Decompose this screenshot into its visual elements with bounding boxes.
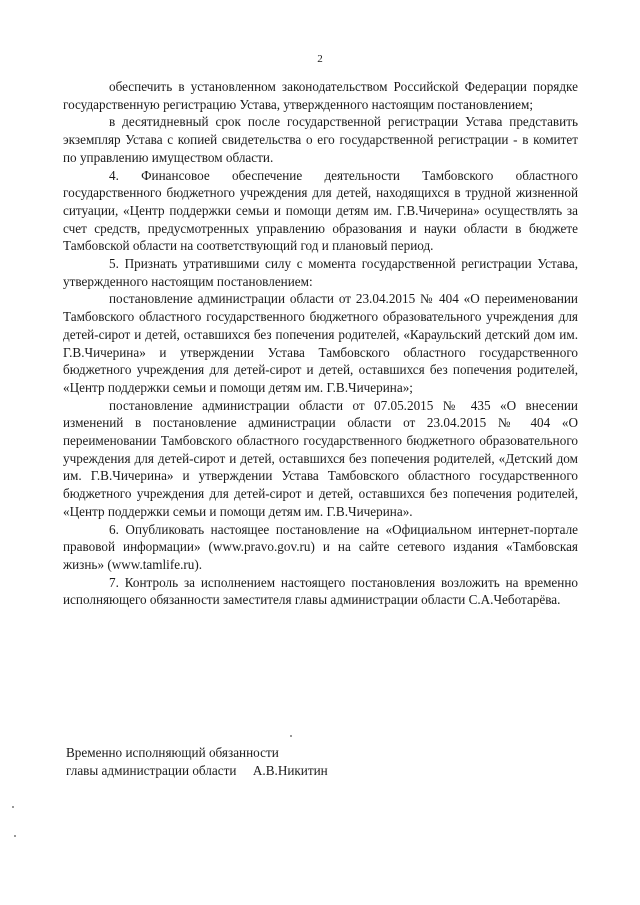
signature-title-line1: Временно исполняющий обязанности [66, 745, 279, 760]
paragraph-decree-404: постановление администрации области от 23.04.2015 № 404 «О переименовании Тамбовского областного государственного бюджетного образовательного учреждения для детей-сирот и детей, оставшихся без попечения родителей, «Караульский детский дом им. Г.В.Чичерина» и утверждении Устава Тамбовского областного государственного бюджетного учреждения для детей-сирот и детей, оставшихся без попечения родителей, «Центр поддержки семьи и помощи детям им. Г.В.Чичерина»; [63, 291, 578, 395]
signature-block [66, 744, 466, 780]
signature-title-line2 [66, 762, 466, 780]
scan-speck [14, 835, 16, 837]
paragraph-repeal: 5. Признать утратившими силу с момента государственной регистрации Устава, утвержденного настоящим постановлением: [63, 256, 578, 289]
paragraph-ustav-copy: в десятидневный срок после государственной регистрации Устава представить экземпляр Устава с копией свидетельства о его государственной регистрации - в комитет по управлению имуществом области. [63, 114, 578, 165]
signature-position: главы администрации области [66, 763, 237, 778]
paragraph-decree-435: постановление администрации области от 07.05.2015 № 435 «О внесении изменений в постановление администрации области от 23.04.2015 № 404 «О переименовании Тамбовского областного государственного бюджетного образовательного учреждения для детей-сирот и детей, оставшихся без попечения родителей, «Детский дом им. Г.В.Чичерина» и утверждении Устава Тамбовского областного государственного бюджетного учреждения для детей-сирот и детей, оставшихся без попечения родителей, «Центр поддержки семьи и помощи детям им. Г.В.Чичерина». [63, 397, 578, 519]
document-body [63, 78, 578, 609]
paragraph-publish: 6. Опубликовать настоящее постановление на «Официальном интернет-портале правовой информации» (www.pravo.gov.ru) и на сайте сетевого издания «Тамбовская жизнь» (www.tamlife.ru). [63, 521, 578, 572]
signature-name: А.В.Никитин [252, 763, 328, 778]
scan-speck [290, 735, 292, 737]
scan-speck [12, 806, 14, 808]
page-number: 2 [317, 53, 323, 65]
paragraph-financing: 4. Финансовое обеспечение деятельности Тамбовского областного государственного бюджетного учреждения для детей, находящихся в трудной жизненной ситуации, «Центр поддержки семьи и помощи детям им. Г.В.Чичерина» осуществлять за счет средств, предусмотренных управлению образования и науки области в бюджете Тамбовской области на соответствующий год и плановый период. [63, 167, 578, 254]
paragraph-control: 7. Контроль за исполнением настоящего постановления возложить на временно исполняющего обязанности заместителя главы администрации области С.А.Чеботарёва. [63, 574, 578, 608]
paragraph-registration: обеспечить в установленном законодательством Российской Федерации порядке государственную регистрацию Устава, утвержденного настоящим постановлением; [63, 79, 578, 112]
